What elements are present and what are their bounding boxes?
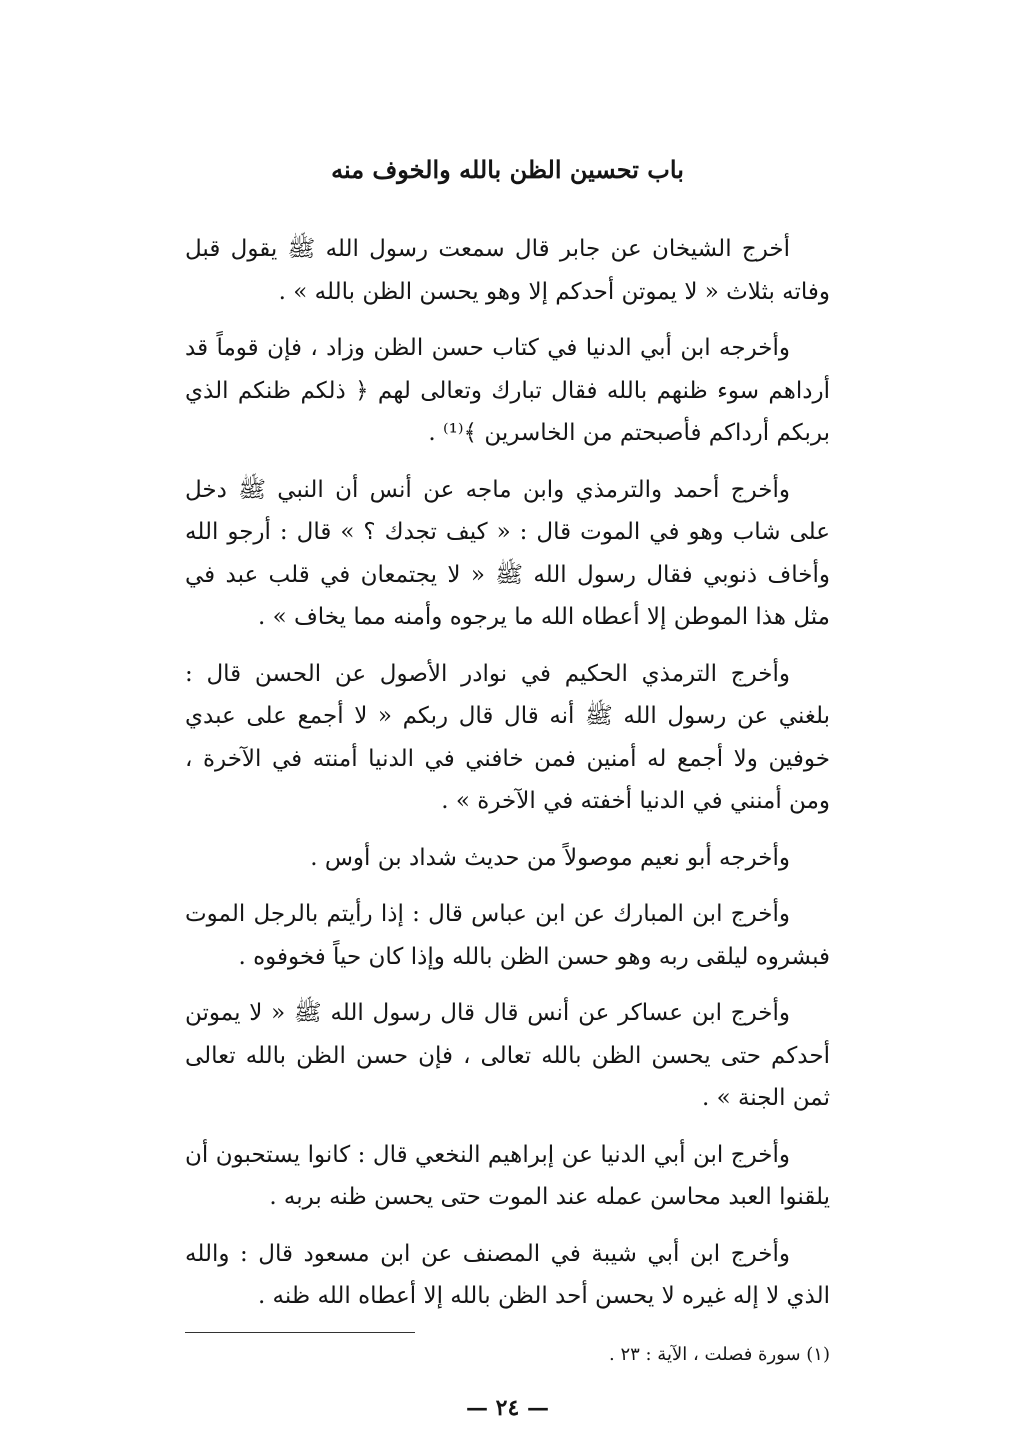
paragraph-6: وأخرج ابن المبارك عن ابن عباس قال : إذا رأيتم بالرجل الموت فبشروه ليلقى ربه وهو حسن الظن بالله وإذا كان حياً فخوفوه . (185, 901, 830, 970)
footnote: (١) سورة فصلت ، الآية : ٢٣ . (608, 1343, 830, 1365)
paragraph-5: وأخرجه أبو نعيم موصولاً من حديث شداد بن أوس . (310, 844, 790, 871)
paragraph-1: أخرج الشيخان عن جابر قال سمعت رسول الله ﷺ يقول قبل وفاته بثلاث « لا يموتن أحدكم إلا وهو يحسن الظن بالله » . (185, 236, 830, 305)
paragraph-2: وأخرجه ابن أبي الدنيا في كتاب حسن الظن وزاد ، فإن قوماً قد أرداهم سوء ظنهم بالله فقال تبارك وتعالى لهم ﴿ ذلكم ظنكم الذي بربكم أرداكم فأصبحتم من الخاسرين ﴾⁽¹⁾ . (185, 335, 830, 446)
paragraph-3: وأخرج أحمد والترمذي وابن ماجه عن أنس أن النبي ﷺ دخل على شاب وهو في الموت قال : « كيف تجدك ؟ » قال : أرجو الله وأخاف ذنوبي فقال رسول الله ﷺ « لا يجتمعان في قلب عبد في مثل هذا الموطن إلا أعطاه الله ما يرجوه وأمنه مما يخاف » . (185, 476, 830, 630)
chapter-title: باب تحسين الظن بالله والخوف منه (331, 155, 684, 184)
paragraph-8: وأخرج ابن أبي الدنيا عن إبراهيم النخعي قال : كانوا يستحبون أن يلقنوا العبد محاسن عمله عند الموت حتى يحسن ظنه بربه . (185, 1141, 830, 1210)
paragraph-7: وأخرج ابن عساكر عن أنس قال قال رسول الله ﷺ « لا يموتن أحدكم حتى يحسن الظن بالله تعالى ، فإن حسن الظن بالله تعالى ثمن الجنة » . (185, 1000, 830, 1111)
paragraph-9: وأخرج ابن أبي شيبة في المصنف عن ابن مسعود قال : والله الذي لا إله غيره لا يحسن أحد الظن بالله إلا أعطاه الله ظنه . (185, 1240, 830, 1309)
paragraph-4: وأخرج الترمذي الحكيم في نوادر الأصول عن الحسن قال : بلغني عن رسول الله ﷺ أنه قال قال ربكم « لا أجمع على عبدي خوفين ولا أجمع له أمنين فمن خافني في الدنيا أمنته في الآخرة ، ومن أمنني في الدنيا أخفته في الآخرة » . (185, 660, 830, 814)
page-number: — ٢٤ — (466, 1394, 549, 1421)
document-page (185, 150, 830, 1421)
footnote-divider (185, 1332, 415, 1333)
